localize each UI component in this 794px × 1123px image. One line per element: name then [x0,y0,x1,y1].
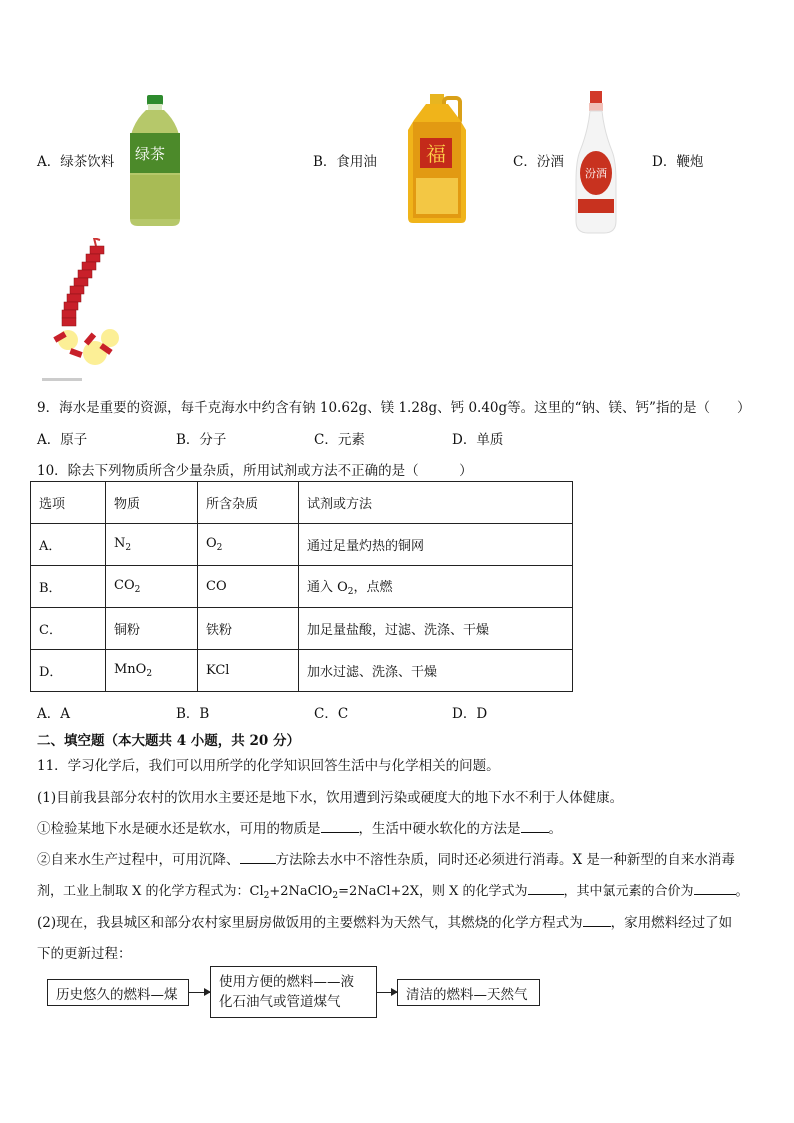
flow-arrow-icon [377,992,397,993]
green-tea-bottle-image [124,95,186,227]
q11-sub1: ①检验某地下水是硬水还是软水，可用的物质是 ，生活中硬水软化的方法是 。 [37,821,562,837]
answer-blank[interactable] [528,882,564,895]
q9-option-a: A．原子 [37,432,88,448]
table-row [31,566,573,608]
row-substance: $N_2$ [106,524,198,566]
section-title: 二、填空题（本大题共 4 小题，共 20 分） [37,733,300,749]
q10-option-a: A．A [37,706,70,722]
row-option: C． [31,608,106,650]
row-option: A． [31,524,106,566]
q10-table [30,481,573,692]
fen-label-text: 汾酒 [585,167,607,180]
row-impurity: 铁粉 [198,608,299,650]
row-option: D． [31,650,106,692]
oil-label-text: 福 [426,142,446,166]
table-row [31,524,573,566]
flow-box-lpg-line1: 使用方便的燃料——液 [219,974,354,990]
firecracker-image [40,238,132,384]
row-substance: $CO_2$ [106,566,198,608]
answer-blank[interactable] [694,882,736,895]
q9-stem: 9．海水是重要的资源，每千克海水中约含有钠 10.62g、镁 1.28g、钙 0.40g等。这里的“钠、镁、钙”指的是（ ） [37,400,751,416]
header-impurity: 所含杂质 [198,482,299,524]
row-method: 通入 $O_2$，点燃 [299,566,573,608]
q11-part2-cont: 下的更新过程： [37,946,132,962]
q9-option-c: C．元素 [314,432,365,448]
q10-option-c: C．C [314,706,349,722]
q9-option-d: D．单质 [452,432,504,448]
cooking-oil-bottle-image [404,94,470,224]
answer-blank[interactable] [240,851,276,864]
row-substance: MnO$_2$ [106,650,198,692]
answer-blank[interactable] [583,914,611,927]
flow-box-lpg [210,966,377,1018]
q10-option-b: B．B [176,706,210,722]
q10-stem: 10．除去下列物质所含少量杂质，所用试剂或方法不正确的是（ ） [37,463,473,479]
flow-box-lpg-line2: 化石油气或管道煤气 [219,994,341,1010]
fen-liquor-bottle-image [574,91,618,235]
row-method: 通过足量灼热的铜网 [299,524,573,566]
row-substance: 铜粉 [106,608,198,650]
table-row [31,650,573,692]
table-row [31,608,573,650]
option-b-label: B．食用油 [313,154,377,170]
q11-stem: 11．学习化学后，我们可以用所学的化学知识回答生活中与化学相关的问题。 [37,758,500,774]
answer-blank[interactable] [321,820,359,833]
flow-arrow-icon [189,992,210,993]
option-c-label: C．汾酒 [513,154,564,170]
q11-part2: (2)现在，我县城区和部分农村家里厨房做饭用的主要燃料为天然气，其燃烧的化学方程式为 ，家用燃料经过了如 [37,915,733,931]
q11-equation-line: 剂，工业上制取 X 的化学方程式为：$Cl_2+2NaClO_2=2NaCl+2X$，则 X 的化学式为 ，其中氯元素的合价为 。 [37,884,749,901]
q11-part1: (1)目前我县部分农村的饮用水主要还是地下水，饮用遭到污染或硬度大的地下水不利于人体健康。 [37,790,624,806]
row-impurity: CO [198,566,299,608]
q10-option-d: D．D [452,706,488,722]
option-d-label: D．鞭炮 [652,154,704,170]
q9-option-b: B．分子 [176,432,227,448]
row-option: B． [31,566,106,608]
header-method: 试剂或方法 [299,482,573,524]
row-impurity: KCl [198,650,299,692]
green-tea-label-text: 绿茶 [135,145,166,163]
row-method: 加足量盐酸，过滤、洗涤、干燥 [299,608,573,650]
flow-box-natural-gas-label: 清洁的燃料—天然气 [406,986,528,1003]
q11-sub2: ②自来水生产过程中，可用沉降、 方法除去水中不溶性杂质，同时还必须进行消毒。X 是一种新型的自来水消毒 [37,852,735,868]
table-header-row [31,482,573,524]
row-method: 加水过滤、洗涤、干燥 [299,650,573,692]
answer-blank[interactable] [521,820,549,833]
option-a-label: A．绿茶饮料 [37,154,115,170]
flow-box-coal-label: 历史悠久的燃料—煤 [56,986,178,1003]
header-substance: 物质 [106,482,198,524]
row-impurity: $O_2$ [198,524,299,566]
header-option: 选项 [31,482,106,524]
flow-box-coal [47,979,189,1006]
flow-box-natural-gas [397,979,540,1006]
